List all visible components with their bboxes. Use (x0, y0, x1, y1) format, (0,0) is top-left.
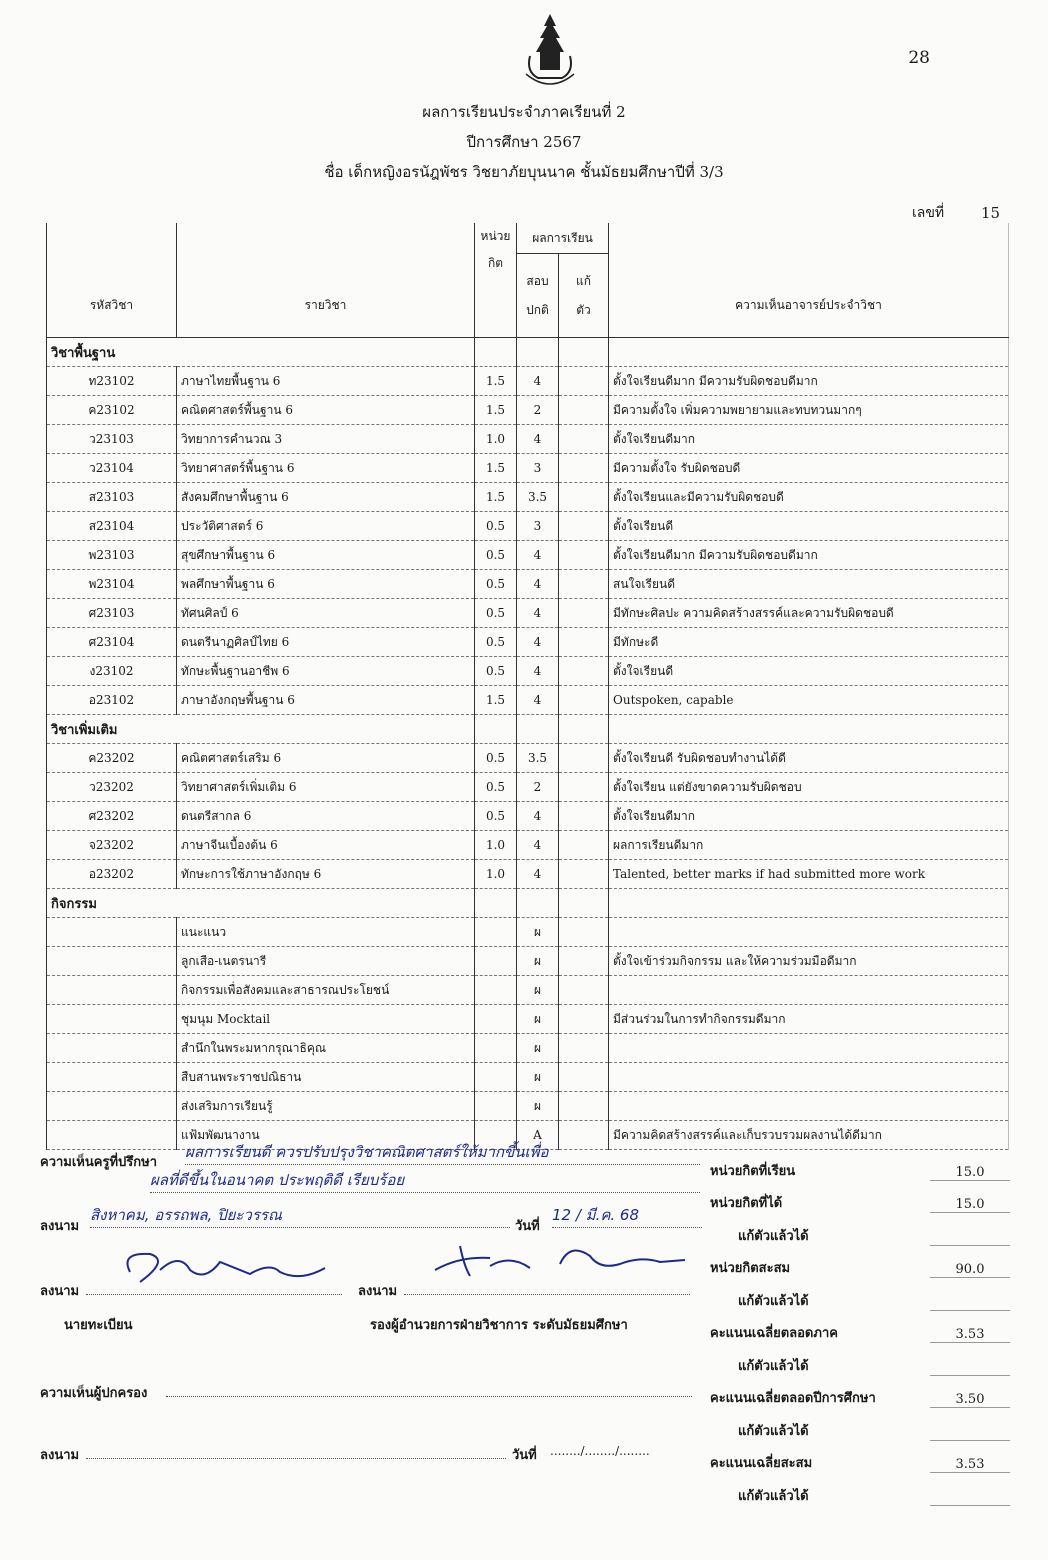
comment-cell: ผลการเรียนดีมาก (609, 831, 1009, 860)
number-value: 15 (981, 204, 1001, 222)
advisor-comment-line2: ผลที่ดีขึ้นในอนาคต ประพฤติดี เรียบร้อย (150, 1168, 700, 1193)
advisor-date-label: วันที่ (515, 1219, 540, 1234)
comment-cell: ตั้งใจเข้าร่วมกิจกรรม และให้ความร่วมมือดีมาก (609, 947, 1009, 976)
code-cell: ศ23104 (47, 628, 177, 657)
summary-panel (710, 1148, 1010, 1506)
retake-cell (559, 570, 609, 599)
comment-cell: ตั้งใจเรียนดีมาก มีความรับผิดชอบดีมาก (609, 367, 1009, 396)
credit-cell: 1.5 (475, 367, 517, 396)
comment-cell: ตั้งใจเรียนดี (609, 512, 1009, 541)
grade-cell: 4 (517, 831, 559, 860)
code-cell: ค23202 (47, 744, 177, 773)
table-row (47, 831, 1009, 860)
parent-sign-line (86, 1438, 506, 1459)
comment-cell: มีส่วนร่วมในการทำกิจกรรมดีมาก (609, 1005, 1009, 1034)
empty-cell (517, 338, 559, 367)
credit-cell: 0.5 (475, 773, 517, 802)
grade-cell: 4 (517, 599, 559, 628)
grade-cell: ผ (517, 1034, 559, 1063)
credit-cell: 0.5 (475, 802, 517, 831)
empty-cell (475, 715, 517, 744)
grade-cell: 4 (517, 860, 559, 889)
retake-cell (559, 1092, 609, 1121)
vice-director-signature (430, 1236, 690, 1286)
summary-label: แก้ตัวแล้วได้ (738, 1228, 809, 1244)
table-row (47, 512, 1009, 541)
comment-cell: Talented, better marks if had submitted more work (609, 860, 1009, 889)
code-cell (47, 918, 177, 947)
retake-cell (559, 541, 609, 570)
retake-cell (559, 686, 609, 715)
table-row (47, 1063, 1009, 1092)
empty-cell (609, 715, 1009, 744)
summary-value: 3.53 (930, 1457, 1010, 1473)
retake-cell (559, 454, 609, 483)
comment-cell: ตั้งใจเรียนดีมาก มีความรับผิดชอบดีมาก (609, 541, 1009, 570)
credit-cell: 1.5 (475, 396, 517, 425)
retake-cell (559, 831, 609, 860)
summary-label: แก้ตัวแล้วได้ (738, 1358, 809, 1374)
summary-row (710, 1148, 1010, 1181)
credit-cell: 0.5 (475, 570, 517, 599)
subject-cell: ประวัติศาสตร์ 6 (177, 512, 475, 541)
code-cell: ว23202 (47, 773, 177, 802)
summary-row (710, 1376, 1010, 1409)
subject-cell: สังคมศึกษาพื้นฐาน 6 (177, 483, 475, 512)
subject-cell: ภาษาอังกฤษพื้นฐาน 6 (177, 686, 475, 715)
summary-label: แก้ตัวแล้วได้ (738, 1488, 809, 1504)
comment-cell: มีความตั้งใจ เพิ่มความพยายามและทบทวนมากๆ (609, 396, 1009, 425)
subject-cell: พลศึกษาพื้นฐาน 6 (177, 570, 475, 599)
subject-cell: ทัศนศิลป์ 6 (177, 599, 475, 628)
header-comment: ความเห็นอาจารย์ประจำวิชา (609, 223, 1009, 338)
grade-cell: ผ (517, 1063, 559, 1092)
header-retake: แก้ ตัว (559, 254, 609, 338)
credit-cell: 0.5 (475, 599, 517, 628)
subject-cell: ลูกเสือ-เนตรนารี (177, 947, 475, 976)
table-row (47, 1092, 1009, 1121)
summary-label: แก้ตัวแล้วได้ (738, 1423, 809, 1439)
credit-cell: 0.5 (475, 744, 517, 773)
subject-cell: วิทยาศาสตร์พื้นฐาน 6 (177, 454, 475, 483)
grade-cell: 3.5 (517, 483, 559, 512)
subject-cell: ส่งเสริมการเรียนรู้ (177, 1092, 475, 1121)
code-cell: ส23104 (47, 512, 177, 541)
report-title: ผลการเรียนประจำภาคเรียนที่ 2 (422, 103, 626, 121)
table-row (47, 599, 1009, 628)
subject-cell: คณิตศาสตร์พื้นฐาน 6 (177, 396, 475, 425)
subject-cell: คณิตศาสตร์เสริม 6 (177, 744, 475, 773)
subject-cell: วิทยาศาสตร์เพิ่มเติม 6 (177, 773, 475, 802)
subject-cell: ทักษะพื้นฐานอาชีพ 6 (177, 657, 475, 686)
code-cell: ง23102 (47, 657, 177, 686)
section-header (47, 889, 1009, 918)
code-cell: อ23102 (47, 686, 177, 715)
retake-cell (559, 773, 609, 802)
page-number: 28 (908, 48, 930, 68)
subject-cell: ชุมนุม Mocktail (177, 1005, 475, 1034)
summary-row (710, 1473, 1010, 1506)
empty-cell (559, 338, 609, 367)
grade-cell: 2 (517, 396, 559, 425)
summary-label: หน่วยกิตสะสม (710, 1261, 791, 1276)
summary-label: หน่วยกิตที่ได้ (710, 1196, 783, 1211)
parent-sign-label: ลงนาม (40, 1448, 80, 1463)
summary-row (710, 1246, 1010, 1279)
credit-cell: 0.5 (475, 657, 517, 686)
header-credit: หน่วย กิต (475, 223, 517, 338)
summary-row (710, 1343, 1010, 1376)
comment-cell (609, 1092, 1009, 1121)
comment-cell (609, 918, 1009, 947)
parent-date-label: วันที่ (512, 1448, 537, 1463)
retake-cell (559, 1034, 609, 1063)
table-row (47, 976, 1009, 1005)
code-cell: อ23202 (47, 860, 177, 889)
summary-row (710, 1278, 1010, 1311)
summary-label: แก้ตัวแล้วได้ (738, 1293, 809, 1309)
summary-value (930, 1310, 1010, 1311)
grade-cell: A (517, 1121, 559, 1150)
table-row (47, 744, 1009, 773)
header-result-group: ผลการเรียน (517, 223, 609, 254)
code-cell: ท23102 (47, 367, 177, 396)
summary-value (930, 1440, 1010, 1441)
section-header (47, 338, 1009, 367)
credit-cell (475, 1092, 517, 1121)
table-row (47, 1034, 1009, 1063)
retake-cell (559, 483, 609, 512)
code-cell: ค23102 (47, 396, 177, 425)
school-logo (520, 12, 580, 88)
credit-cell (475, 1034, 517, 1063)
parent-label: ความเห็นผู้ปกครอง (40, 1386, 148, 1401)
section-header (47, 715, 1009, 744)
subject-cell: ทักษะการใช้ภาษาอังกฤษ 6 (177, 860, 475, 889)
table-row (47, 918, 1009, 947)
header-subject: รายวิชา (177, 223, 475, 338)
subject-cell: กิจกรรมเพื่อสังคมและสาธารณประโยชน์ (177, 976, 475, 1005)
parent-comment-line (166, 1376, 692, 1397)
subject-cell: ภาษาไทยพื้นฐาน 6 (177, 367, 475, 396)
academic-year: ปีการศึกษา 2567 (466, 133, 582, 151)
credit-cell: 1.5 (475, 483, 517, 512)
summary-row (710, 1181, 1010, 1214)
table-row (47, 628, 1009, 657)
table-row (47, 860, 1009, 889)
credit-cell (475, 1005, 517, 1034)
registrar-signature (110, 1242, 330, 1292)
comment-cell: มีทักษะดี (609, 628, 1009, 657)
section-name: กิจกรรม (47, 889, 475, 918)
comment-cell: ตั้งใจเรียนดี (609, 657, 1009, 686)
credit-cell: 1.0 (475, 831, 517, 860)
header-code: รหัสวิชา (47, 223, 177, 338)
code-cell (47, 1034, 177, 1063)
number-label: เลขที่ (912, 205, 945, 221)
summary-value: 90.0 (930, 1262, 1010, 1278)
section-name: วิชาพื้นฐาน (47, 338, 475, 367)
table-row (47, 570, 1009, 599)
credit-cell (475, 976, 517, 1005)
summary-label: หน่วยกิตที่เรียน (710, 1163, 796, 1179)
code-cell: ว23104 (47, 454, 177, 483)
student-info: ชื่อ เด็กหญิงอรนัฎพัชร วิชยาภัยบุนนาค ชั้นมัธยมศึกษาปีที่ 3/3 (324, 163, 724, 181)
empty-cell (559, 889, 609, 918)
retake-cell (559, 860, 609, 889)
credit-cell: 1.5 (475, 454, 517, 483)
credit-cell (475, 918, 517, 947)
summary-label: คะแนนเฉลี่ยตลอดปีการศึกษา (710, 1391, 876, 1406)
empty-cell (517, 889, 559, 918)
grade-cell: 4 (517, 425, 559, 454)
comment-cell: ตั้งใจเรียนดีมาก (609, 425, 1009, 454)
subject-cell: ภาษาจีนเบื้องต้น 6 (177, 831, 475, 860)
summary-row (710, 1213, 1010, 1246)
code-cell: ศ23202 (47, 802, 177, 831)
retake-cell (559, 802, 609, 831)
table-row (47, 657, 1009, 686)
code-cell (47, 1092, 177, 1121)
table-row (47, 686, 1009, 715)
empty-cell (475, 338, 517, 367)
grade-cell: 3 (517, 454, 559, 483)
subject-cell: ดนตรีนาฏศิลป์ไทย 6 (177, 628, 475, 657)
grade-cell: 3.5 (517, 744, 559, 773)
credit-cell: 0.5 (475, 512, 517, 541)
empty-cell (517, 715, 559, 744)
summary-value: 3.53 (930, 1327, 1010, 1343)
retake-cell (559, 367, 609, 396)
grade-cell: ผ (517, 918, 559, 947)
table-row (47, 483, 1009, 512)
code-cell: พ23104 (47, 570, 177, 599)
advisor-signature: สิงหาคม, อรรถพล, ปิยะวรรณ (90, 1203, 510, 1228)
subject-cell: สืบสานพระราชปณิธาน (177, 1063, 475, 1092)
retake-cell (559, 657, 609, 686)
code-cell: ส23103 (47, 483, 177, 512)
subject-cell: ดนตรีสากล 6 (177, 802, 475, 831)
code-cell (47, 1005, 177, 1034)
retake-cell (559, 1063, 609, 1092)
subject-cell: แนะแนว (177, 918, 475, 947)
registrar-title: นายทะเบียน (64, 1318, 133, 1333)
comment-cell: มีความตั้งใจ รับผิดชอบดี (609, 454, 1009, 483)
credit-cell: 1.0 (475, 860, 517, 889)
vice-director-title: รองผู้อำนวยการฝ่ายวิชาการ ระดับมัธยมศึกษา (370, 1318, 628, 1333)
comment-cell: มีความคิดสร้างสรรค์และเก็บรวบรวมผลงานได้ดีมาก (609, 1121, 1009, 1150)
retake-cell (559, 628, 609, 657)
summary-value (930, 1375, 1010, 1376)
summary-label: คะแนนเฉลี่ยสะสม (710, 1456, 813, 1471)
code-cell: พ23103 (47, 541, 177, 570)
grade-cell: 4 (517, 686, 559, 715)
code-cell: ว23103 (47, 425, 177, 454)
advisor-comment-line1: ผลการเรียนดี ควรปรับปรุงวิชาคณิตศาสตร์ให้มากขึ้นเพื่อ (185, 1140, 700, 1165)
grade-cell: 2 (517, 773, 559, 802)
retake-cell (559, 425, 609, 454)
summary-value: 15.0 (930, 1165, 1010, 1181)
retake-cell (559, 947, 609, 976)
comment-cell (609, 1034, 1009, 1063)
code-cell: จ23202 (47, 831, 177, 860)
credit-cell: 1.0 (475, 425, 517, 454)
comment-cell: Outspoken, capable (609, 686, 1009, 715)
credit-cell: 0.5 (475, 628, 517, 657)
grade-cell: ผ (517, 947, 559, 976)
summary-value: 3.50 (930, 1392, 1010, 1408)
comment-cell (609, 976, 1009, 1005)
summary-value: 15.0 (930, 1197, 1010, 1213)
grade-cell: 3 (517, 512, 559, 541)
table-row (47, 454, 1009, 483)
retake-cell (559, 918, 609, 947)
grade-cell: ผ (517, 1005, 559, 1034)
credit-cell (475, 947, 517, 976)
grade-cell: 4 (517, 541, 559, 570)
table-row (47, 367, 1009, 396)
parent-date-blank: ......../......../........ (550, 1444, 650, 1458)
empty-cell (609, 889, 1009, 918)
summary-row (710, 1441, 1010, 1474)
retake-cell (559, 744, 609, 773)
comment-cell: ตั้งใจเรียนดีมาก (609, 802, 1009, 831)
grades-table (46, 223, 1009, 1150)
comment-cell: ตั้งใจเรียนและมีความรับผิดชอบดี (609, 483, 1009, 512)
retake-cell (559, 396, 609, 425)
retake-cell (559, 1005, 609, 1034)
code-cell (47, 1063, 177, 1092)
table-row (47, 1005, 1009, 1034)
code-cell (47, 1121, 177, 1150)
credit-cell (475, 1063, 517, 1092)
table-row (47, 396, 1009, 425)
grade-cell: ผ (517, 976, 559, 1005)
advisor-date: 12 / มี.ค. 68 (552, 1203, 702, 1228)
empty-cell (475, 889, 517, 918)
summary-value (930, 1505, 1010, 1506)
table-row (47, 425, 1009, 454)
credit-cell: 1.5 (475, 686, 517, 715)
credit-cell: 0.5 (475, 541, 517, 570)
comment-cell: ตั้งใจเรียนดี รับผิดชอบทำงานได้ดี (609, 744, 1009, 773)
grade-cell: 4 (517, 367, 559, 396)
subject-cell: วิทยาการคำนวณ 3 (177, 425, 475, 454)
grade-cell: ผ (517, 1092, 559, 1121)
advisor-label: ความเห็นครูที่ปรึกษา (40, 1155, 157, 1170)
code-cell (47, 976, 177, 1005)
retake-cell (559, 599, 609, 628)
table-row (47, 773, 1009, 802)
vice-director-sign-label: ลงนาม (358, 1284, 398, 1299)
comment-cell: สนใจเรียนดี (609, 570, 1009, 599)
code-cell: ศ23103 (47, 599, 177, 628)
grade-cell: 4 (517, 802, 559, 831)
summary-value (930, 1245, 1010, 1246)
comment-cell: มีทักษะศิลปะ ความคิดสร้างสรรค์และความรับผิดชอบดี (609, 599, 1009, 628)
comment-cell: ตั้งใจเรียน แต่ยังขาดความรับผิดชอบ (609, 773, 1009, 802)
table-row (47, 541, 1009, 570)
retake-cell (559, 512, 609, 541)
summary-row (710, 1311, 1010, 1344)
grade-cell: 4 (517, 657, 559, 686)
empty-cell (609, 338, 1009, 367)
subject-cell: สำนึกในพระมหากรุณาธิคุณ (177, 1034, 475, 1063)
advisor-sign-label: ลงนาม (40, 1219, 80, 1234)
table-row (47, 802, 1009, 831)
empty-cell (559, 715, 609, 744)
registrar-sign-label: ลงนาม (40, 1284, 80, 1299)
subject-cell: แฟ้มพัฒนางาน (177, 1121, 475, 1150)
grade-cell: 4 (517, 570, 559, 599)
table-row (47, 947, 1009, 976)
summary-label: คะแนนเฉลี่ยตลอดภาค (710, 1326, 838, 1341)
retake-cell (559, 976, 609, 1005)
code-cell (47, 947, 177, 976)
grade-cell: 4 (517, 628, 559, 657)
comment-cell (609, 1063, 1009, 1092)
header-normal: สอบ ปกติ (517, 254, 559, 338)
section-name: วิชาเพิ่มเติม (47, 715, 475, 744)
summary-row (710, 1408, 1010, 1441)
subject-cell: สุขศึกษาพื้นฐาน 6 (177, 541, 475, 570)
